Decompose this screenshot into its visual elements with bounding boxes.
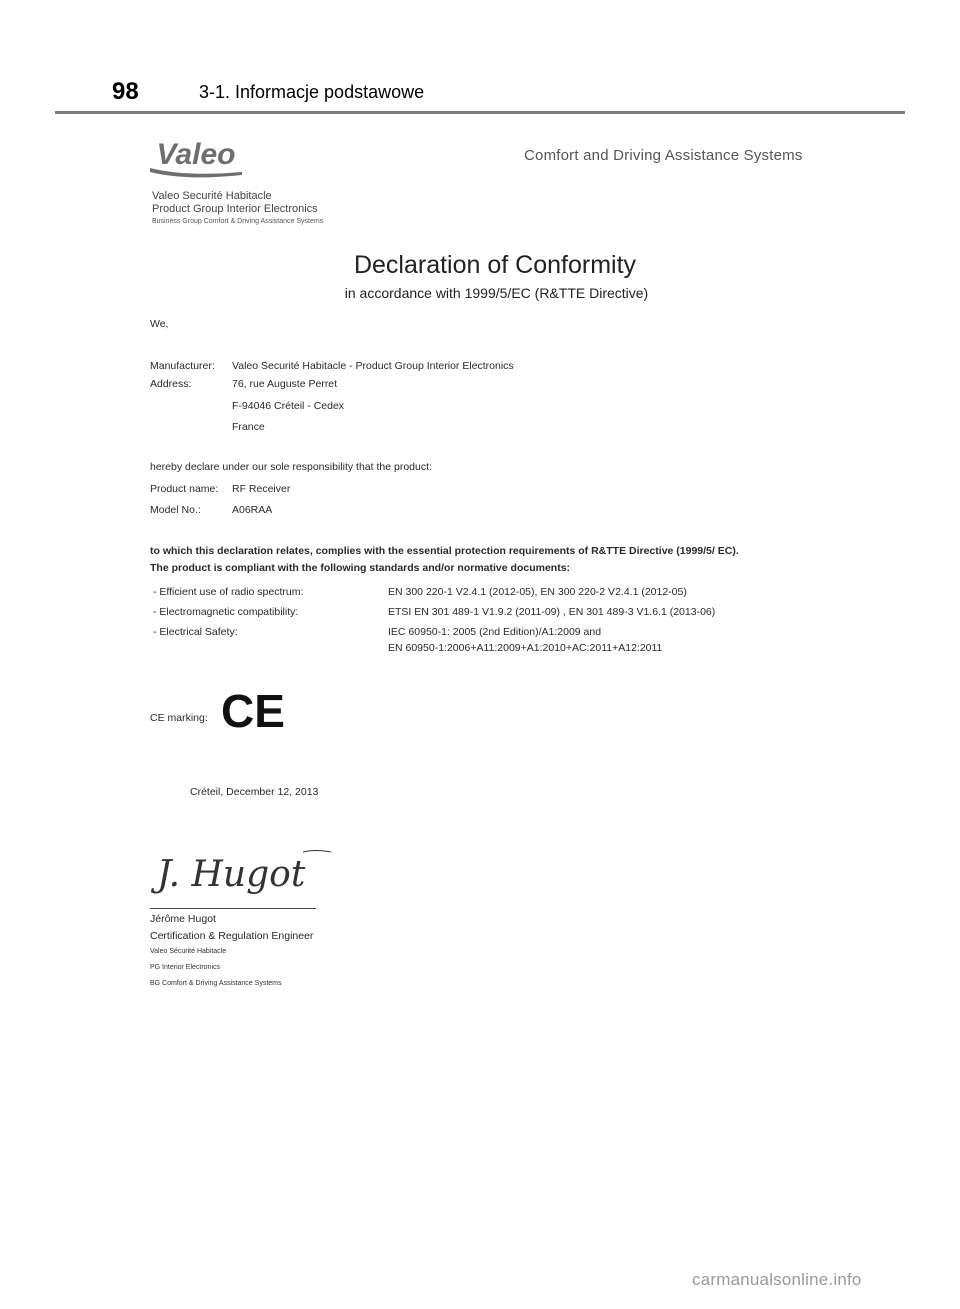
logo-text: Valeo <box>156 138 236 171</box>
ce-mark-icon <box>221 688 285 732</box>
watermark: carmanualsonline.info <box>692 1270 862 1289</box>
model-label: Model No.: <box>150 504 201 516</box>
product-name-label: Product name: <box>150 483 219 495</box>
place-date: Créteil, December 12, 2013 <box>190 786 319 798</box>
product-name-value: RF Receiver <box>232 483 291 495</box>
signer-org-line: Valeo Sécurité Habitacle <box>150 948 227 955</box>
ce-mark-text: CE <box>221 688 285 732</box>
model-value: A06RAA <box>232 504 273 516</box>
document-subtitle: in accordance with 1999/5/EC (R&TTE Directive) <box>344 285 649 301</box>
signer-title: Certification & Regulation Engineer <box>150 930 314 942</box>
standard-label: - Efficient use of radio spectrum: <box>153 586 304 598</box>
valeo-logo <box>146 134 246 180</box>
header-divider <box>55 111 905 114</box>
standard-value: IEC 60950-1: 2005 (2nd Edition)/A1:2009 and <box>388 626 602 638</box>
manufacturer-label: Manufacturer: <box>150 360 215 372</box>
ce-marking-label: CE marking: <box>150 712 208 724</box>
we-text: We, <box>150 318 169 330</box>
compliance-text: The product is compliant with the following standards and/or normative documents: <box>150 562 571 574</box>
address-line: France <box>232 421 265 433</box>
signer-org-line: PG Interior Electronics <box>150 964 221 971</box>
address-line: 76, rue Auguste Perret <box>232 378 338 390</box>
signer-name: Jérôme Hugot <box>150 913 216 925</box>
tagline: Comfort and Driving Assistance Systems <box>524 147 803 164</box>
company-line: Valeo Securité Habitacle <box>152 190 272 202</box>
document-title: Declaration of Conformity <box>353 251 637 279</box>
address-label: Address: <box>150 378 192 390</box>
declare-text: hereby declare under our sole responsibility that the product: <box>150 461 432 473</box>
standard-value: EN 300 220-1 V2.4.1 (2012-05), EN 300 220-2 V2.4.1 (2012-05) <box>388 586 687 598</box>
compliance-text: to which this declaration relates, complies with the essential protection requirements of R&TTE Directive (1999/5/ EC). <box>150 545 739 557</box>
signer-org-line: BG Comfort & Driving Assistance Systems <box>150 980 282 987</box>
page-number: 98 <box>112 78 139 105</box>
company-line: Product Group Interior Electronics <box>152 203 318 215</box>
company-line: Business Group Comfort & Driving Assistance Systems <box>152 218 324 225</box>
section-title: 3-1. Informacje podstawowe <box>199 82 425 102</box>
standard-label: - Electrical Safety: <box>153 626 238 638</box>
signature-text: J. Hugot <box>157 854 306 895</box>
signature-image <box>145 828 335 920</box>
standard-value: ETSI EN 301 489-1 V1.9.2 (2011-09) , EN 301 489-3 V1.6.1 (2013-06) <box>388 606 716 618</box>
manufacturer-value: Valeo Securité Habitacle - Product Group Interior Electronics <box>232 360 514 372</box>
signature-line <box>150 908 316 909</box>
address-line: F-94046 Créteil - Cedex <box>232 400 345 412</box>
standard-label: - Electromagnetic compatibility: <box>153 606 299 618</box>
standard-value-extra: EN 60950-1:2006+A11:2009+A1:2010+AC:2011+A12:2011 <box>388 642 663 654</box>
